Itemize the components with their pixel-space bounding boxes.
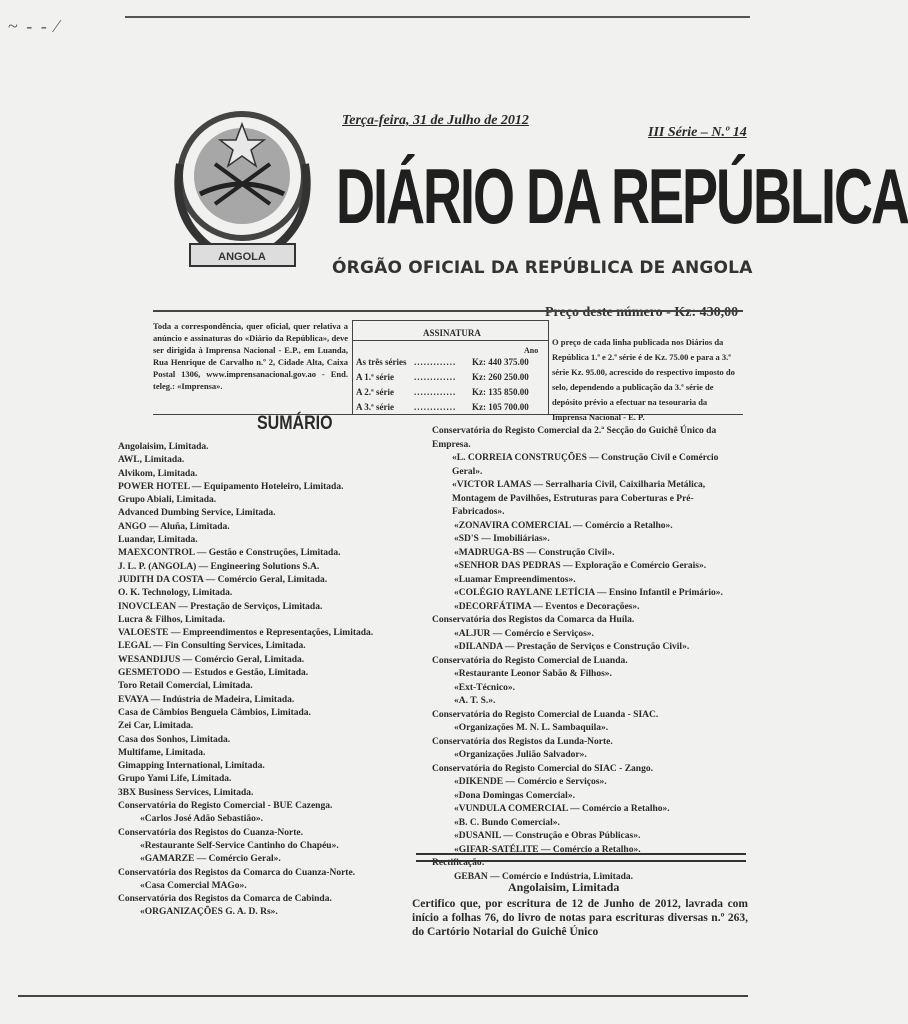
article-body: Certifico que, por escritura de 12 de Junho de 2012, lavrada com início a folhas 76, do livro de notas para escrituras diversas n.º 263, do Cartório Notarial do Guichê Único: [412, 898, 748, 938]
year-label: Ano: [524, 346, 539, 355]
subscription-row: [356, 372, 529, 382]
summary-entry: «Ext-Técnico».: [454, 682, 515, 693]
summary-entry: «DIKENDE — Comércio e Serviços».: [454, 777, 607, 787]
summary-entry: «GAMARZE — Comércio Geral».: [140, 854, 281, 865]
summary-entry: Advanced Dumbing Service, Limitada.: [118, 508, 276, 519]
subscription-row-label: A 2.ª série: [356, 387, 394, 397]
masthead-subtitle: ÓRGÃO OFICIAL DA REPÚBLICA DE ANGOLA: [332, 258, 753, 278]
summary-heading: SUMÁRIO: [257, 413, 333, 434]
subscription-row: [356, 402, 529, 412]
summary-entry: MAEXCONTROL — Gestão e Construções, Limitada.: [118, 548, 341, 559]
summary-section-heading: Conservatória dos Registos da Comarca de Cabinda.: [118, 894, 332, 905]
summary-entry: «L. CORREIA CONSTRUÇÕES — Construção Civil e Comércio Geral».: [452, 453, 719, 477]
correspondence-text: Toda a correspondência, quer oficial, quer relativa a anúncio e assinaturas do «Diário da República», deve ser dirigida à Imprensa Nacional - E.P., em Luanda, Rua Henrique de Carvalho n.º 2, Cidade Alta, Caixa Postal 1306, www.imprensanacional.gov.ao - End. teleg.: «Imprensa».: [153, 321, 348, 391]
summary-section-heading: Conservatória dos Registos da Lunda-Norte.: [432, 736, 613, 747]
subscription-row-dots: .............: [414, 387, 457, 397]
price-note: O preço de cada linha publicada nos Diários da República 1.ª e 2.ª série é de Kz. 75.00 e para a 3.ª série Kz. 95.00, acrescido do respectivo imposto do selo, dependendo a publicação da 3.ª série de depósito prévio a efectuar na tesouraria da Imprensa Nacional - E. P.: [552, 337, 735, 422]
masthead-title: DIÁRIO DA REPÚBLICA: [336, 153, 908, 241]
subscription-row-dots: .............: [414, 402, 457, 412]
summary-entry: Casa dos Sonhos, Limitada.: [118, 734, 231, 745]
info-box-divider-left: [352, 320, 353, 414]
summary-entry: Alvikom, Limitada.: [118, 468, 198, 479]
info-box-divider-right: [548, 320, 549, 414]
summary-entry: O. K. Technology, Limitada.: [118, 588, 233, 599]
summary-entry: Grupo Abiali, Limitada.: [118, 495, 217, 506]
subscription-row-dots: .............: [414, 372, 457, 382]
summary-entry: «ALJUR — Comércio e Serviços».: [454, 628, 594, 639]
summary-entry: «Organizações Julião Salvador».: [454, 750, 587, 760]
summary-entry: Toro Retail Comercial, Limitada.: [118, 681, 253, 692]
summary-entry: POWER HOTEL — Equipamento Hoteleiro, Limitada.: [118, 481, 344, 492]
summary-entry: «A. T. S.».: [454, 696, 496, 706]
summary-entry: Luandar, Limitada.: [118, 535, 198, 546]
summary-entry: «VICTOR LAMAS — Serralharia Civil, Caixilharia Metálica, Montagem de Pavilhões, Estruturas para Coberturas e Pré-Fabricados».: [452, 480, 706, 517]
summary-entry: AWL, Limitada.: [118, 455, 185, 466]
summary-entry: GEBAN — Comércio e Indústria, Limitada.: [454, 871, 634, 882]
summary-entry: INOVCLEAN — Prestação de Serviços, Limitada.: [118, 601, 323, 612]
emblem-banner-text: ANGOLA: [218, 251, 266, 263]
summary-entry: «SENHOR DAS PEDRAS — Exploração e Comércio Gerais».: [454, 561, 707, 571]
summary-entry: «Carlos José Adão Sebastião».: [140, 814, 263, 825]
summary-entry: «VUNDULA COMERCIAL — Comércio a Retalho».: [454, 804, 670, 814]
bottom-rule: [18, 995, 748, 997]
angola-coat-of-arms-emblem: [160, 104, 325, 284]
subscription-row-value: Kz: 260 250.00: [472, 372, 529, 382]
summary-entry: «GIFAR-SATÉLITE — Comércio a Retalho».: [454, 844, 641, 855]
article-title: Angolaisim, Limitada: [508, 880, 620, 894]
subscription-top-rule: [352, 320, 548, 321]
summary-entry: «Restaurante Leonor Sabão & Filhos».: [454, 669, 612, 679]
summary-section-heading: Conservatória do Registo Comercial da 2.ª Secção do Guichê Único da Empresa.: [432, 426, 717, 450]
summary-entry: «DILANDA — Prestação de Serviços e Construção Civil».: [454, 642, 690, 652]
summary-entry: «SD'S — Imobiliárias».: [454, 534, 550, 544]
summary-entry: LEGAL — Fin Consulting Services, Limitada.: [118, 641, 306, 652]
summary-entry: «DUSANIL — Construção e Obras Públicas».: [454, 831, 641, 841]
summary-entry: «Dona Domingas Comercial».: [454, 790, 575, 801]
summary-section-heading: Conservatória do Registo Comercial de Luanda - SIAC.: [432, 709, 659, 720]
summary-left-column: [118, 441, 418, 920]
series-number: III Série – N.º 14: [648, 125, 747, 140]
summary-section-heading: Conservatória dos Registos do Cuanza-Norte.: [118, 827, 303, 838]
summary-section-heading: Conservatória dos Registos da Comarca da Huíla.: [432, 615, 635, 625]
summary-entry: «DECORFÁTIMA — Eventos e Decorações».: [454, 601, 640, 612]
subscription-row-value: Kz: 135 850.00: [472, 387, 529, 397]
summary-entry: Zei Car, Limitada.: [118, 721, 194, 732]
summary-section-heading: Rectificação:: [432, 858, 485, 868]
summary-entry: Casa de Câmbios Benguela Câmbios, Limitada.: [118, 707, 311, 718]
summary-entry: «MADRUGA-BS — Construção Civil».: [454, 547, 615, 558]
summary-entry: «Organizações M. N. L. Sambaquila».: [454, 723, 609, 733]
summary-section-heading: Conservatória dos Registos da Comarca do Cuanza-Norte.: [118, 867, 356, 878]
subscription-header-rule: [352, 340, 548, 341]
summary-entry: «Restaurante Self-Service Cantinho do Chapéu».: [140, 840, 339, 851]
issue-date: Terça-feira, 31 de Julho de 2012: [342, 113, 529, 128]
subscription-row-value: Kz: 105 700.00: [472, 402, 529, 412]
subscription-row-dots: .............: [414, 357, 457, 367]
summary-entry: «Casa Comercial MAGo».: [140, 880, 247, 891]
subscription-row: [356, 357, 529, 367]
summary-entry: «ORGANIZAÇÕES G. A. D. Rs».: [140, 907, 278, 918]
subscription-title: ASSINATURA: [423, 328, 481, 338]
summary-entry: GESMETODO — Estudos e Gestão, Limitada.: [118, 668, 309, 679]
summary-entry: «Luamar Empreendimentos».: [454, 574, 576, 585]
summary-entry: «COLÉGIO RAYLANE LETÍCIA — Ensino Infantil e Primário».: [454, 588, 723, 598]
summary-entry: WESANDIJUS — Comércio Geral, Limitada.: [118, 654, 305, 665]
subscription-row-label: A 1.ª série: [356, 372, 394, 382]
summary-entry: Angolaisim, Limitada.: [118, 442, 209, 452]
summary-right-column: [432, 425, 742, 884]
summary-section-heading: Conservatória do Registo Comercial do SIAC - Zango.: [432, 763, 653, 774]
summary-entry: 3BX Business Services, Limitada.: [118, 787, 254, 798]
subscription-row: [356, 387, 529, 397]
summary-entry: Lucra & Filhos, Limitada.: [118, 614, 225, 625]
summary-section-heading: Conservatória do Registo Comercial de Luanda.: [432, 655, 628, 666]
summary-entry: EVAYA — Indústria de Madeira, Limitada.: [118, 694, 295, 705]
summary-entry: ANGO — Aluña, Limitada.: [118, 521, 230, 532]
summary-entry: «B. C. Bundo Comercial».: [454, 817, 560, 828]
summary-entry: Grupo Yami Life, Limitada.: [118, 774, 232, 785]
subscription-row-label: As três séries: [356, 357, 407, 367]
section-double-rule: [416, 853, 746, 862]
summary-entry: Gimapping International, Limitada.: [118, 761, 265, 772]
summary-section-heading: Conservatória do Registo Comercial - BUE Cazenga.: [118, 801, 333, 812]
summary-entry: J. L. P. (ANGOLA) — Engineering Solutions S.A.: [118, 561, 320, 572]
top-rule: [125, 16, 750, 18]
price-value: Kz: 430,00: [674, 305, 739, 320]
summary-entry: Multifame, Limitada.: [118, 747, 206, 758]
subscription-row-label: A 3.ª série: [356, 402, 394, 412]
scribble-mark: ~ - - ⁄: [8, 16, 61, 36]
price-label: Preço deste número -: [545, 305, 671, 320]
summary-entry: JUDITH DA COSTA — Comércio Geral, Limitada.: [118, 574, 328, 585]
summary-entry: «ZONAVIRA COMERCIAL — Comércio a Retalho».: [454, 520, 673, 531]
subscription-row-value: Kz: 440 375.00: [472, 357, 529, 367]
summary-entry: VALOESTE — Empreendimentos e Representações, Limitada.: [118, 628, 374, 639]
